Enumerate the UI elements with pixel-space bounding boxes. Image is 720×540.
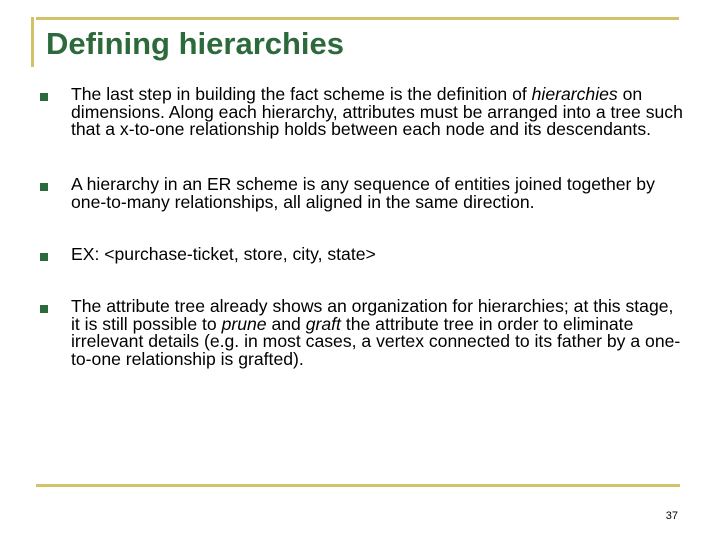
bullet-text [71, 246, 683, 264]
bullet-square-icon [40, 305, 48, 313]
left-rule [31, 17, 34, 67]
slide-title: Defining hierarchies [46, 26, 345, 61]
emphasis-text: prune [221, 313, 267, 334]
bullet-text [71, 298, 683, 369]
bullet-text [71, 86, 683, 139]
text-run: The attribute tree already shows an organization for hierarchies; at this stage, it is still possible to [71, 296, 674, 334]
text-run: on dimensions. Along each hierarchy, attributes must be arranged into a tree such that a x-to-one relationship holds between each node and its descendants. [71, 84, 683, 140]
text-run: A hierarchy in an ER scheme is any sequence of entities joined together by one-to-many relationships, all aligned in the same direction. [71, 174, 655, 212]
bullet-square-icon [40, 183, 48, 191]
text-run: The last step in building the fact scheme is the definition of [71, 84, 532, 104]
emphasis-text: hierarchies [531, 84, 618, 104]
top-rule [36, 17, 679, 20]
text-run: EX: <purchase-ticket, store, city, state> [71, 244, 376, 264]
bottom-rule [36, 484, 680, 487]
bullet-text [71, 176, 683, 211]
emphasis-text: graft [305, 313, 341, 334]
page-number: 37 [665, 510, 678, 522]
bullet-square-icon [40, 93, 48, 101]
text-run: and [266, 313, 306, 334]
bullet-square-icon [40, 253, 48, 261]
text-run: the attribute tree in order to eliminate irrelevant details (e.g. in most cases, a vertex connected to its father by a one-to-one relationship is grafted). [71, 313, 681, 370]
